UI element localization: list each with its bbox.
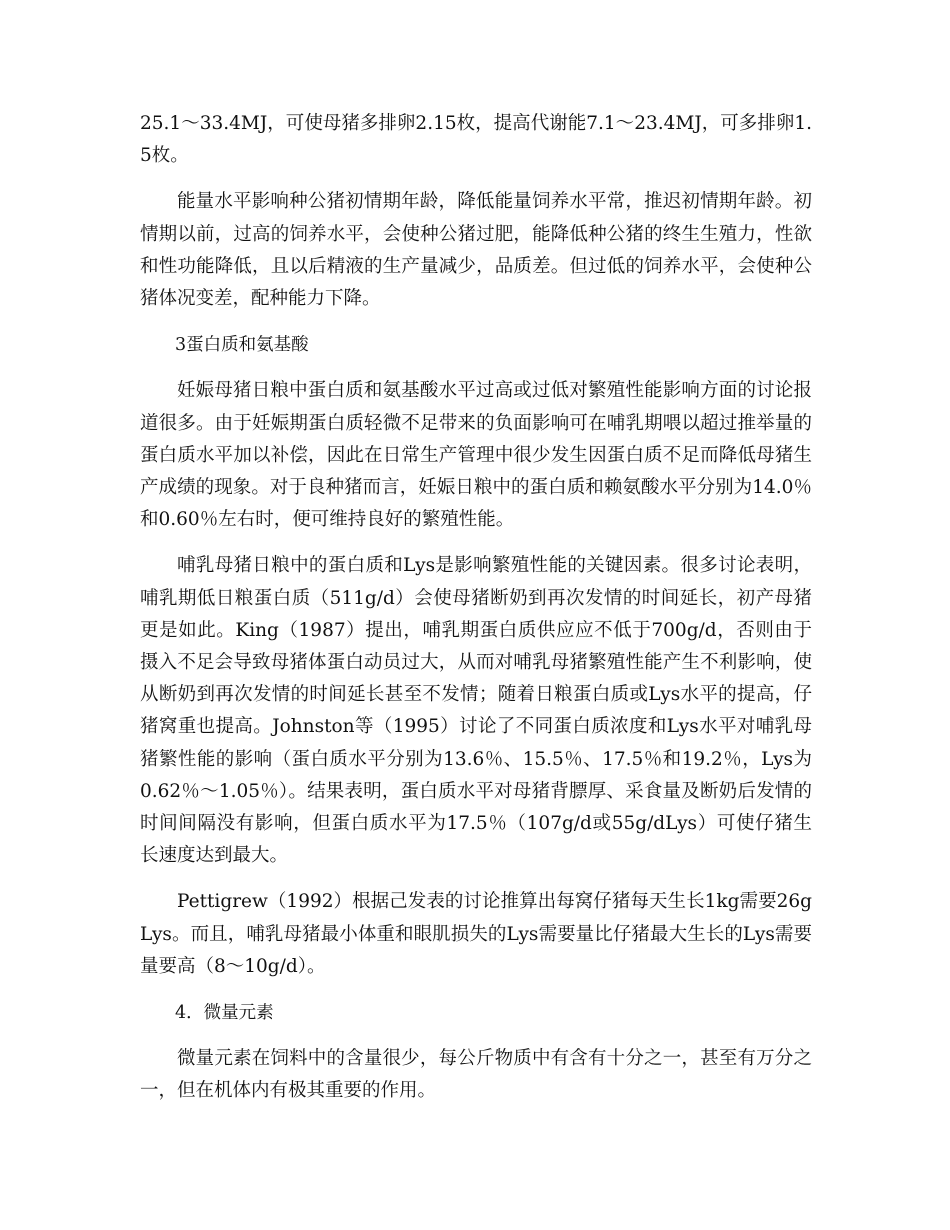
section-heading-trace-elements: 4．微量元素: [175, 1003, 274, 1024]
paragraph-trace-elements: 微量元素在饲料中的含量很少，每公斤物质中有含有十分之一，甚至有万分之一，但在机体内有极其重要的作用。: [140, 1048, 812, 1102]
section-heading-protein: 3蛋白质和氨基酸: [175, 335, 309, 356]
paragraph-boar-energy: 能量水平影响种公猪初情期年龄，降低能量饲养水平常，推迟初情期年龄。初情期以前，过高的饲养水平，会使种公猪过肥，能降低种公猪的终生生殖力，性欲和性功能降低，且以后精液的生产量减少，品质差。但过低的饲养水平，会使种公猪体况变差，配种能力下降。: [140, 191, 812, 310]
paragraph-pettigrew-lys: Pettigrew（1992）根据己发表的讨论推算出每窝仔猪每天生长1kg需要26gLys。而且，哺乳母猪最小体重和眼肌损失的Lys需要量比仔猪最大生长的Lys需要量要高（8～10g/d）。: [140, 891, 812, 977]
paragraph-lactation-protein: 哺乳母猪日粮中的蛋白质和Lys是影响繁殖性能的关键因素。很多讨论表明，哺乳期低日粮蛋白质（511g/d）会使母猪断奶到再次发情的时间延长，初产母猪更是如此。King（1987）提出，哺乳期蛋白质供应应不低于700g/d，否则由于摄入不足会导致母猪体蛋白动员过大，从而对哺乳母猪繁殖性能产生不利影响，使从断奶到再次发情的时间延长甚至不发情；随着日粮蛋白质或Lys水平的提高，仔猪窝重也提高。Johnston等（1995）讨论了不同蛋白质浓度和Lys水平对哺乳母猪繁性能的影响（蛋白质水平分别为13.6％、15.5％、17.5％和19.2％，Lys为0.62％～1.05％）。结果表明，蛋白质水平对母猪背膘厚、采食量及断奶后发情的时间间隔没有影响，但蛋白质水平为17.5％（107g/d或55g/dLys）可使仔猪生长速度达到最大。: [140, 555, 812, 867]
paragraph-ovulation-energy: 25.1～33.4MJ，可使母猪多排卵2.15枚，提高代谢能7.1～23.4MJ，可多排卵1.5枚。: [140, 113, 812, 167]
paragraph-gestation-protein: 妊娠母猪日粮中蛋白质和氨基酸水平过高或过低对繁殖性能影响方面的讨论报道很多。由于妊娠期蛋白质轻微不足带来的负面影响可在哺乳期喂以超过推举量的蛋白质水平加以补偿，因此在日常生产管理中很少发生因蛋白质不足而降低母猪生产成绩的现象。对于良种猪而言，妊娠日粮中的蛋白质和赖氨酸水平分别为14.0％和0.60％左右时，便可维持良好的繁殖性能。: [140, 380, 812, 531]
document-page: [140, 108, 812, 1108]
